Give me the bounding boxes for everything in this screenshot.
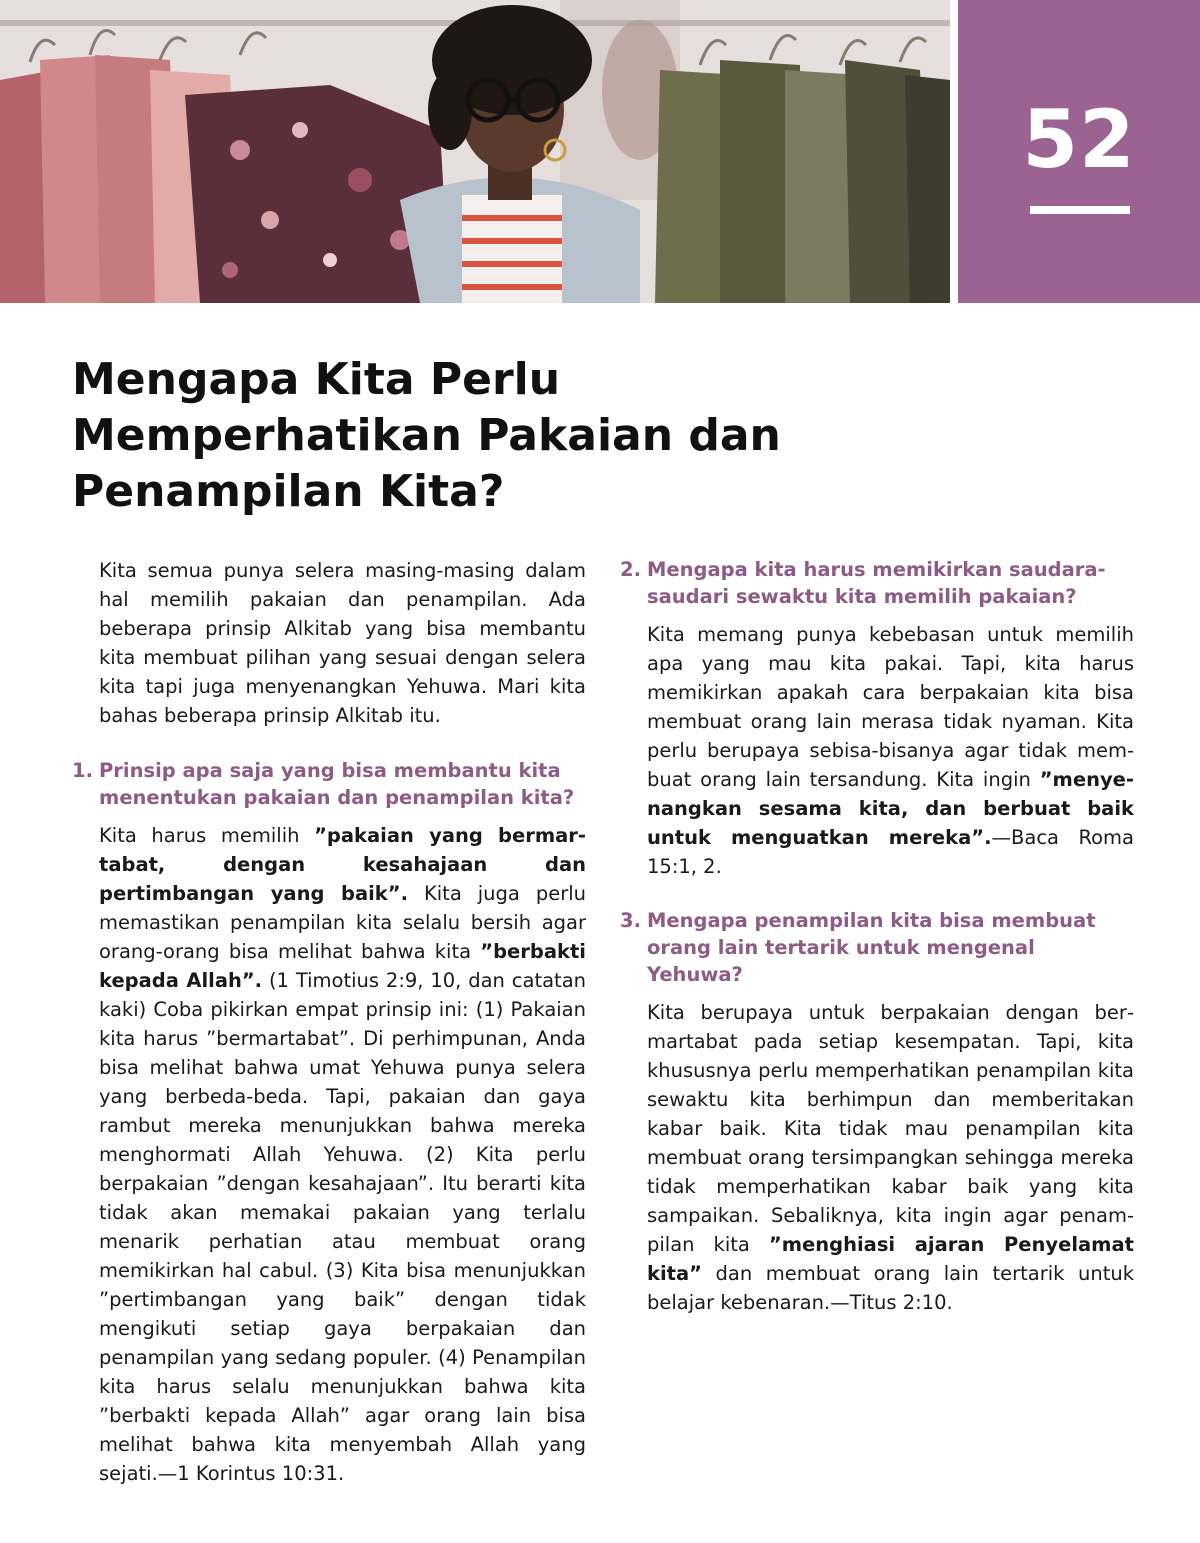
answer-1-text-a: Kita harus memilih: [99, 824, 315, 847]
answer-2-text-a: Kita memang punya kebebasan untuk memilih apa yang mau kita pakai. Tapi, kita harus memikirkan apakah cara berpakaian kita bisa membuat orang lain merasa tidak nyaman. Kita perlu berupaya sebisa-bisanya agar tidak membuat orang lain tersandung. Kita ingin: [647, 623, 1134, 791]
lesson-number-underline: [1030, 206, 1130, 214]
left-column: [72, 556, 586, 1488]
intro-paragraph: Kita semua punya selera masing-masing dalam hal memilih pakaian dan penampilan. Ada beberapa prinsip Alkitab yang bisa membantu kita membuat pilihan yang sesuai dengan selera kita tapi juga menyenangkan Yehuwa. Mari kita bahas beberapa prinsip Alkitab itu.: [99, 559, 586, 727]
right-column: [620, 556, 1134, 1317]
lesson-number: 52: [1022, 93, 1136, 186]
answer-3-quote: ”menghiasi ajaran Penyelamat kita”: [647, 1233, 1134, 1285]
answer-1: [72, 821, 586, 1488]
question-2-number: 2.: [620, 558, 641, 581]
answer-1-quote-b: ”berbakti kepada Allah”.: [99, 940, 586, 992]
answer-2-reference: —Baca Roma 15:1, 2.: [647, 826, 1134, 878]
answer-3-reference: dan membuat orang lain tertarik untuk belajar kebenaran.—Titus 2:10.: [647, 1262, 1134, 1314]
question-2: [620, 556, 1134, 610]
question-1: [72, 757, 586, 811]
answer-1-text-c: (1 Timotius 2:9, 10, dan catatan kaki) Coba pikirkan empat prinsip ini: (1) Pakaian kita harus ”bermartabat”. Di perhimpunan, Anda bisa melihat bahwa umat Yehuwa punya selera yang berbeda-beda. Tapi, pakaian dan gaya rambut mereka menunjukkan bahwa mereka menghormati Allah Yehuwa. (2) Kita perlu berpakaian ”dengan kesahajaan”. Itu berarti kita tidak akan memakai pakaian yang terlalu menarik perhatian atau membuat orang memikirkan hal cabul. (3) Kita bisa menunjukkan ”pertimbangan yang baik” dengan tidak mengikuti setiap gaya berpakaian dan penampilan yang sedang populer. (4) Penampilan kita harus selalu menunjukkan bahwa kita ”berbakti kepada Allah” agar orang lain bisa melihat bahwa kita menyembah Allah yang sejati.—1 Korintus 10:31.: [99, 969, 586, 1485]
question-3-text: Mengapa penampilan kita bisa membuat orang lain tertarik untuk mengenal Yehuwa?: [647, 909, 1096, 986]
page-title: Mengapa Kita Perlu Memperhatikan Pakaian dan Penampilan Kita?: [72, 354, 781, 517]
answer-2-quote: ”menyenangkan sesama kita, dan berbuat baik untuk menguatkan mereka”.: [647, 768, 1134, 849]
question-2-text: Mengapa kita harus memikirkan saudara-saudari sewaktu kita memilih pakaian?: [647, 558, 1106, 608]
question-3-number: 3.: [620, 909, 641, 932]
woman-choosing-clothes-photo: [0, 0, 950, 303]
answer-3: [620, 998, 1134, 1317]
question-3: [620, 907, 1134, 988]
answer-1-quote-a: ”pakaian yang bermartabat, dengan kesahajaan dan pertimbangan yang baik”.: [99, 824, 587, 905]
answer-1-text-b: Kita juga perlu memastikan penampilan kita selalu bersih agar orang-orang bisa melihat bahwa kita: [99, 882, 587, 963]
answer-2: [620, 620, 1134, 881]
header-photo: [0, 0, 950, 303]
question-1-text: Prinsip apa saja yang bisa membantu kita menentukan pakaian dan penampilan kita?: [99, 759, 575, 809]
lesson-number-tab: [958, 0, 1200, 303]
question-1-number: 1.: [72, 759, 93, 782]
answer-3-text-a: Kita berupaya untuk berpakaian dengan bermartabat pada setiap kesempatan. Tapi, kita khususnya perlu memperhatikan penampilan kita sewaktu kita berhimpun dan memberitakan kabar baik. Kita tidak mau penampilan kita membuat orang tersimpangkan sehingga mereka tidak memperhatikan kabar baik yang kita sampaikan. Sebaliknya, kita ingin agar penampilan kita: [647, 1001, 1134, 1256]
